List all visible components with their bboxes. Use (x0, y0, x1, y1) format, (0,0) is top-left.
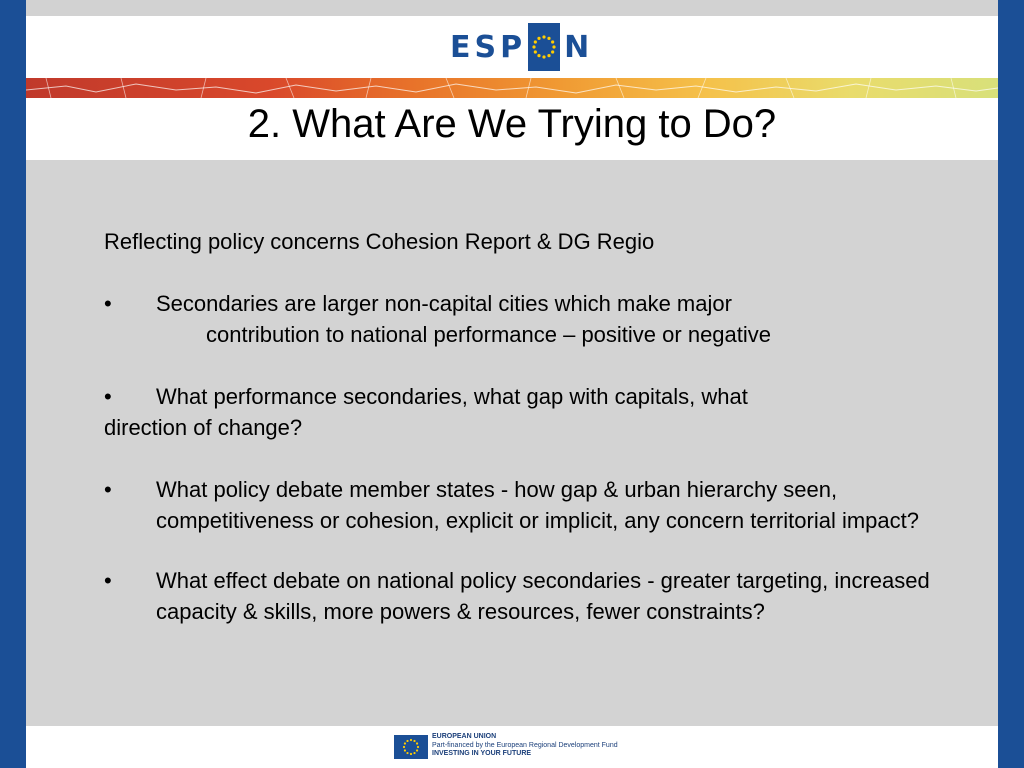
star-dot (542, 55, 545, 58)
bullet-icon: • (104, 477, 112, 502)
star-dot (551, 40, 554, 43)
star-dot (534, 50, 537, 53)
star-dot (547, 37, 550, 40)
star-dot (537, 37, 540, 40)
logo-band (26, 16, 998, 78)
star-dot (416, 742, 418, 744)
eu-line-3: INVESTING IN YOUR FUTURE (432, 750, 532, 757)
star-dot (410, 753, 412, 755)
bullet-3-text: What policy debate member states - how gap & urban hierarchy seen, competitiveness or cohesion, explicit or implicit, any concern territorial impact? (156, 477, 919, 533)
espon-logo (450, 16, 593, 78)
right-side-bar (998, 0, 1024, 768)
star-dot (406, 752, 408, 754)
star-dot (542, 35, 545, 38)
star-dot (416, 749, 418, 751)
footer (26, 726, 998, 768)
left-side-bar (0, 0, 26, 768)
bullet-2 (104, 381, 934, 412)
bullet-icon: • (104, 568, 112, 593)
bullet-icon: • (104, 291, 112, 316)
eu-line-1: EUROPEAN UNION (432, 733, 497, 740)
bullet-1 (104, 288, 934, 319)
eu-line-2: Part-financed by the European Regional Development Fund (432, 741, 618, 749)
bullet-1-line-2: contribution to national performance – positive or negative (206, 322, 772, 347)
star-dot (534, 40, 537, 43)
bullet-2-line-2: direction of change? (104, 415, 303, 440)
star-dot (551, 50, 554, 53)
star-dot (417, 746, 419, 748)
bullet-1-line-1: Secondaries are larger non-capital cities which make major (156, 291, 732, 316)
star-dot (410, 739, 412, 741)
bullet-2-line-1: What performance secondaries, what gap with capitals, what (156, 384, 748, 409)
star-dot (552, 45, 555, 48)
logo-text-right: N (564, 29, 594, 65)
bullet-4-text: What effect debate on national policy secondaries - greater targeting, increased capacity & skills, more powers & resources, fewer constraints? (156, 568, 930, 624)
star-dot (406, 740, 408, 742)
logo-text-left: ESP (450, 29, 527, 65)
star-dot (404, 742, 406, 744)
intro-text: Reflecting policy concerns Cohesion Report & DG Regio (104, 229, 655, 254)
top-strip (26, 0, 998, 16)
star-dot (413, 752, 415, 754)
body-text (104, 226, 934, 627)
star-dot (547, 54, 550, 57)
star-dot (532, 45, 535, 48)
star-dot (537, 54, 540, 57)
eu-funding-text (432, 733, 618, 759)
eu-star-circle-icon (528, 23, 560, 71)
eu-flag-icon (394, 735, 428, 759)
star-dot (404, 749, 406, 751)
decorative-map-strip (26, 78, 998, 98)
page-title: 2. What Are We Trying to Do? (247, 102, 777, 146)
title-band (26, 98, 998, 160)
star-dot (413, 740, 415, 742)
bullet-3 (104, 474, 934, 536)
bullet-4 (104, 565, 934, 627)
bullet-icon: • (104, 384, 112, 409)
star-dot (403, 746, 405, 748)
content-area (26, 160, 998, 726)
